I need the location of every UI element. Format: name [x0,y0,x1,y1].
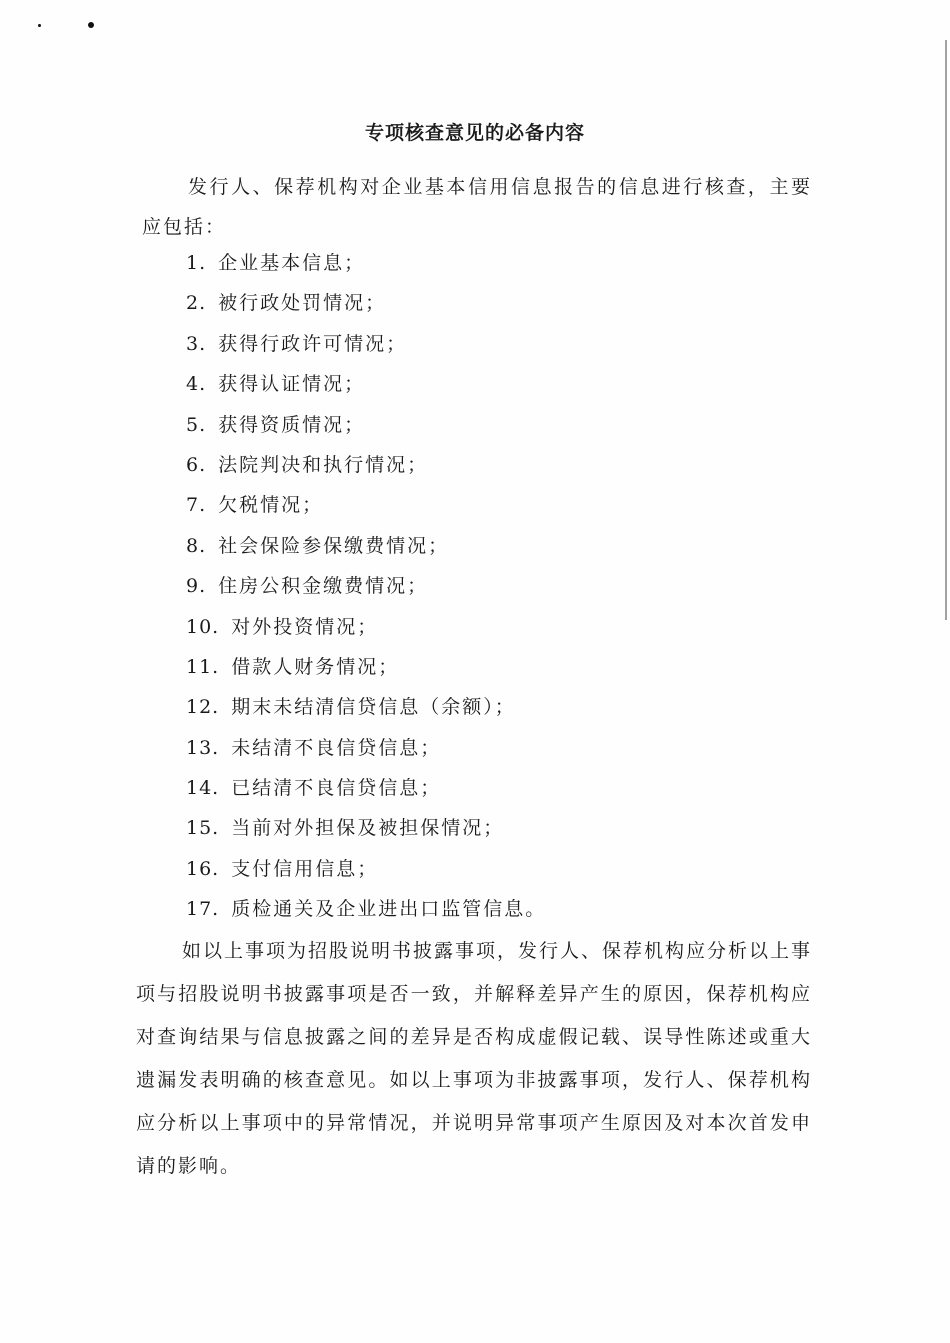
list-item [186,808,546,848]
item-number: 4. [186,373,207,396]
item-number: 5. [186,413,207,436]
item-text: 法院判决和执行情况； [218,453,429,476]
item-text: 支付信用信息； [231,857,379,880]
item-text: 被行政处罚情况； [218,292,387,315]
list-item [186,526,546,566]
list-item [186,728,546,768]
item-text: 住房公积金缴费情况； [218,575,429,598]
list-item [186,405,546,445]
item-number: 12. [186,696,220,719]
list-item [186,243,546,283]
list-item [186,445,546,485]
list-item [186,768,546,808]
item-number: 10. [186,615,220,638]
item-number: 17. [186,898,220,921]
item-number: 11. [186,655,220,678]
item-number: 16. [186,857,220,880]
list-item [186,607,546,647]
item-text: 对外投资情况； [231,615,379,638]
document-title: 专项核查意见的必备内容 [364,122,585,144]
scan-speck [88,22,94,28]
item-text: 获得行政许可情况； [218,332,408,355]
item-text: 获得资质情况； [218,413,366,436]
item-text: 欠税情况； [218,494,324,517]
intro-paragraph: 发行人、保荐机构对企业基本信用信息报告的信息进行核查，主要应包括： [142,176,812,238]
item-number: 7. [186,494,207,517]
list-item [186,485,546,525]
item-text: 借款人财务情况； [231,655,400,678]
item-number: 1. [186,252,207,274]
list-item [186,849,546,889]
conclusion-paragraph: 如以上事项为招股说明书披露事项，发行人、保荐机构应分析以上事项与招股说明书披露事项是否一致，并解释差异产生的原因，保荐机构应对查询结果与信息披露之间的差异是否构成虚假记载、误导性陈述或重大遗漏发表明确的核查意见。如以上事项为非披露事项，发行人、保荐机构应分析以上事项中的异常情况，并说明异常事项产生原因及对本次首发申请的影响。 [136,940,813,1177]
list-item [186,687,546,727]
scan-speck [38,24,41,27]
item-text: 质检通关及企业进出口监管信息。 [231,898,547,921]
checklist [186,243,546,930]
list-item [186,647,546,687]
item-number: 13. [186,736,220,759]
list-item [186,283,546,323]
item-number: 6. [186,453,207,476]
item-text: 当前对外担保及被担保情况； [231,817,505,840]
list-item [186,566,546,606]
item-number: 2. [186,292,207,315]
list-item [186,324,546,364]
item-number: 3. [186,332,207,355]
list-item [186,364,546,404]
item-text: 期末未结清信贷信息（余额）； [231,696,516,719]
item-text: 已结清不良信贷信息； [231,777,442,800]
item-text: 获得认证情况； [218,373,366,396]
item-text: 未结清不良信贷信息； [231,736,442,759]
item-number: 14. [186,777,220,800]
item-number: 8. [186,534,207,557]
item-text: 企业基本信息； [218,252,366,274]
list-item [186,889,546,929]
item-number: 15. [186,817,220,840]
item-text: 社会保险参保缴费情况； [218,534,450,557]
item-number: 9. [186,575,207,598]
